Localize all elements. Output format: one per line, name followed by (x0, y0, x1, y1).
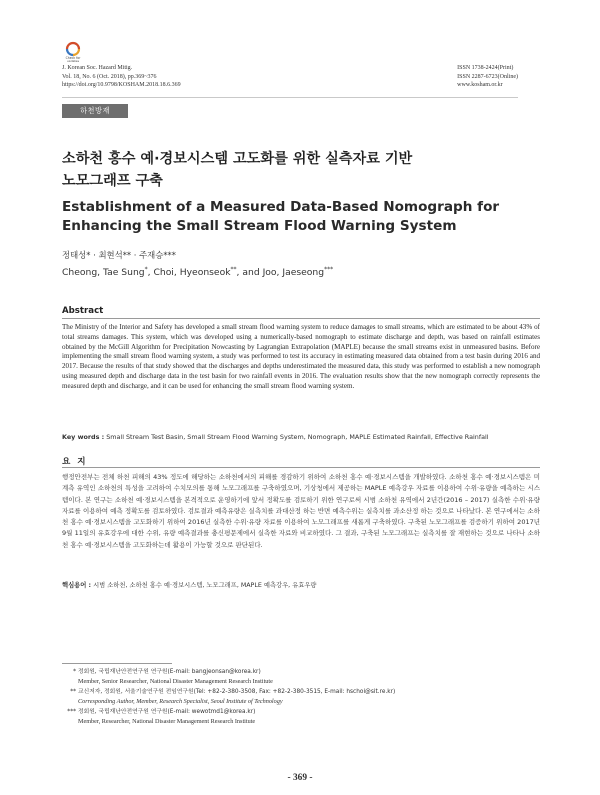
badge-text-top: Check for (65, 56, 81, 60)
korean-keywords-label: 핵심용어 : (62, 582, 92, 589)
english-title (62, 198, 538, 236)
footnote-divider (62, 663, 172, 664)
korean-keywords-text: 시범 소하천, 소하천 홍수 예·경보시스템, 노모그래프, MAPLE 예측강우, 유효우량 (93, 582, 317, 589)
english-title-line2: Enhancing the Small Stream Flood Warning System (62, 218, 457, 234)
author-mark: *** (324, 266, 334, 273)
refresh-icon (67, 43, 79, 55)
korean-keywords-line (62, 581, 540, 590)
korean-abstract-body: 행정안전부는 전체 하천 피해의 43% 정도에 해당하는 소하천에서의 피해를 경감하기 위하여 소하천 홍수 예·경보시스템을 개발하였다. 소하천 홍수 예·경보시스템은 미계측 유역인 소하천의 특성을 고려하여 수치모의를 통해 노모그래프를 구축하였으며, 기상청에서 제공하는 MAPLE 예측강우 자료를 이용하여 수위·유량을 예측하는 시스템이다. 본 연구는 소하천 예·경보시스템을 본격적으로 운영하기에 앞서 정확도를 검토하기 위한 연구로써 시범 소하천 유역에서 2년간(2016 – 2017) 실측한 수위·유량 자료를 이용하여 예측 정확도를 검토하였다. 검토결과 예측유량은 실측치를 과대산정 하는 반면 예측수위는 실측치를 과소산정 하는 것으로 나타났다. 본 연구에서는 소하천 홍수 예·경보시스템을 고도화하기 위하여 2016년 실측한 수위·유량 자료를 이용하여 노모그래프를 새롭게 구축하였다. 구축된 노모그래프를 검증하기 위하여 2017년 9월 11일의 유효강우에 대한 수위, 유량 예측결과를 충신평문제에서 실측한 자료와 비교하였다. 그 결과, 구축된 노모그래프는 실측치를 잘 재현하는 것으로 나타나 소하천 홍수 예·경보시스템을 고도화하는데 활용이 가능할 것으로 판단된다. (62, 473, 540, 549)
keywords-text: Small Stream Test Basin, Small Stream Flood Warning System, Nomograph, MAPLE Estimated Rainfall, Effective Rainfall (106, 433, 489, 441)
journal-volume: Vol. 18, No. 6 (Oct. 2018), pp.369~376 (62, 73, 157, 80)
footnote-mark: * (73, 669, 76, 675)
header-divider (62, 97, 518, 98)
korean-authors: 정태성* · 최현석** · 주재승*** (62, 250, 176, 260)
korean-abstract-heading: 요지 (62, 457, 93, 467)
korean-title-line1: 소하천 홍수 예·경보시스템 고도화를 위한 실측자료 기반 (62, 151, 413, 167)
footnote-english: Corresponding Author, Member, Research Specialist, Seoul Institute of Technology (78, 698, 283, 705)
korean-title (62, 148, 532, 192)
footnote (62, 668, 540, 686)
footnote-korean: 정회원, 국립재난안전연구원 연구원(E-mail: wewotmd1@korea.kr) (78, 709, 256, 715)
journal-issn (457, 64, 518, 90)
website-link[interactable]: www.kosham.or.kr (457, 82, 503, 89)
author-mark: ** (230, 266, 237, 273)
korean-abstract-divider (62, 467, 540, 468)
abstract-body: The Ministry of the Interior and Safety has developed a small stream flood warning system to reduce damages to small streams, which are estimated to be about 43% of total streams damages. This system, which was developed using a numerically-based nomograph to estimate discharge and depth, was based on rainfall estimates obtained by the McGill Algorithm for Precipitation Nowcasting by Lagrangian Extrapolation (MAPLE) because the small streams exist in unmeasured basins. Before implementing the small stream flood warning system, a study was performed to test its accuracy in estimating measured data obtained from a test basin during 2016 and 2017. Because the results of that study showed that the discharges and depths underestimated the measured data, this study was performed to establish a new nomograph using measured depth and discharge data in the test basin for two rainfall events in 2016. The evaluation results show that the new nomograph correctly represents the measured depth and discharge, and it can be used for enhancing the small stream flood warning system. (62, 323, 540, 390)
issn-online: ISSN 2287-6723(Online) (457, 73, 518, 80)
page-number: - 369 - (287, 773, 313, 783)
footnote-korean: 교신저자, 정회원, 서울기술연구원 전임연구원(Tel: +82-2-380-3508, Fax: +82-2-380-3515, E-mail: hschoi@sit.re.kr) (78, 689, 396, 695)
author-separator: , and (236, 267, 263, 279)
footnote-mark: *** (67, 709, 76, 715)
journal-citation (62, 64, 181, 90)
author-name: Cheong, Tae Sung (62, 267, 145, 279)
footnote-korean: 정회원, 국립재난안전연구원 연구원(E-mail: bangjeonsan@korea.kr) (78, 669, 261, 675)
footnote-mark: ** (70, 689, 76, 695)
footnote-english: Member, Senior Researcher, National Disaster Management Research Institute (78, 678, 273, 685)
doi-link[interactable]: https://doi.org/10.9798/KOSHAM.2018.18.6.369 (62, 82, 181, 89)
english-authors (62, 266, 333, 278)
abstract-heading: Abstract (62, 306, 104, 316)
check-for-updates-badge[interactable] (62, 40, 84, 62)
author-mark: * (144, 266, 148, 273)
footnote (62, 708, 540, 726)
english-title-line1: Establishment of a Measured Data-Based Nomograph for (62, 199, 500, 215)
author-name: Choi, Hyeonseok (153, 267, 231, 279)
keywords-label: Key words : (62, 433, 105, 441)
journal-name: J. Korean Soc. Hazard Mitig. (62, 65, 133, 71)
issn-print: ISSN 1738-2424(Print) (457, 65, 514, 71)
keywords-line (62, 433, 540, 442)
category-tag: 하천방재 (62, 104, 128, 118)
korean-title-line2: 노모그래프 구축 (62, 173, 163, 189)
abstract-divider (62, 318, 540, 319)
footnote-english: Member, Researcher, National Disaster Management Research Institute (78, 718, 256, 725)
author-separator: , (147, 267, 154, 279)
author-name: Joo, Jaeseong (262, 267, 325, 279)
badge-text-bottom: updates (66, 59, 80, 62)
footnote (62, 688, 540, 706)
